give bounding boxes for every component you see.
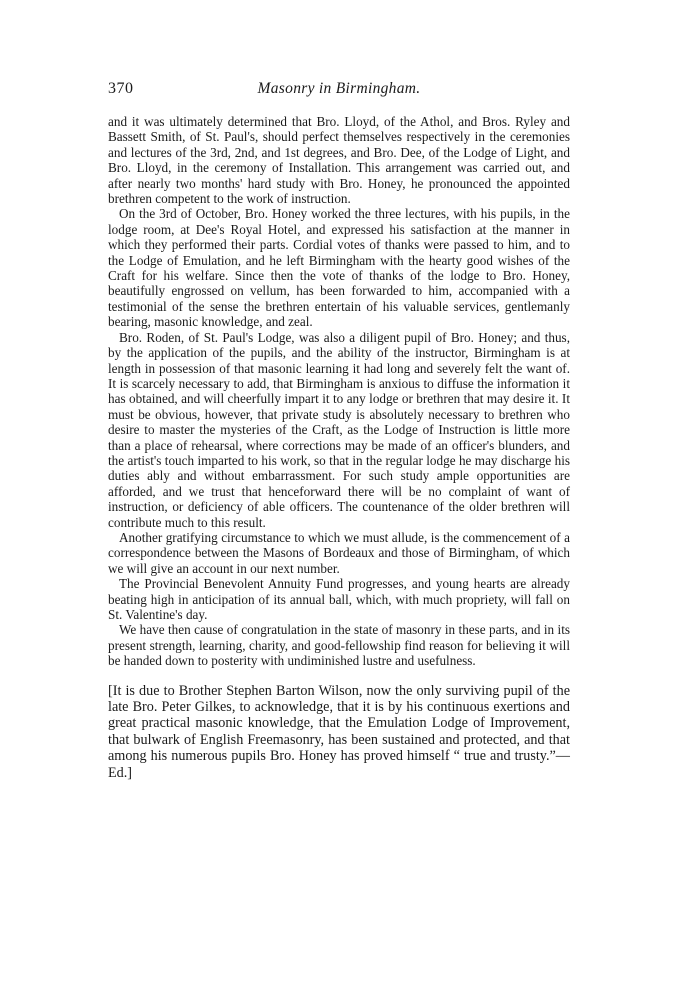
paragraph: On the 3rd of October, Bro. Honey worked the three lectures, with his pupils, in the lodge room, at Dee's Royal Hotel, and expressed his satisfaction at the manner in which they performed their parts. Cordial votes of thanks were passed to him, and to the Lodge of Emulation, and he left Birmingham with the hearty good wishes of the Craft for his welfare. Since then the vote of thanks of the lodge to Bro. Honey, beautifully engrossed on vellum, has been forwarded to him, accompanied with a testimonial of the sense the brethren entertain of his valuable services, gentlemanly bearing, masonic knowledge, and zeal.: [108, 206, 570, 330]
paragraph: Another gratifying circumstance to which we must allude, is the commencement of a correspondence between the Masons of Bordeaux and those of Birmingham, of which we will give an account in our next number.: [108, 529, 570, 576]
book-page: [108, 80, 570, 781]
paragraph: We have then cause of congratulation in the state of masonry in these parts, and in its present strength, learning, charity, and good-fellowship find reason for believing it will be handed down to posterity with undiminished lustre and usefulness.: [108, 622, 570, 669]
editor-note: [It is due to Brother Stephen Barton Wilson, now the only surviving pupil of the late Bro. Peter Gilkes, to acknowledge, that it is by his continuous exertions and great practical masonic knowledge, that the Emulation Lodge of Improvement, that bulwark of English Freemasonry, has been sustained and protected, and that among his numerous pupils Bro. Honey has proved himself “ true and trusty.”—Ed.]: [108, 682, 570, 781]
paragraph-continued: and it was ultimately determined that Bro. Lloyd, of the Athol, and Bros. Ryley and Bassett Smith, of St. Paul's, should perfect themselves respectively in the ceremonies and lectures of the 3rd, 2nd, and 1st degrees, and Bro. Dee, of the Lodge of Light, and Bro. Lloyd, in the ceremony of Installation. This arrangement was carried out, and after nearly two months' hard study with Bro. Honey, he pronounced the appointed brethren competent to the work of instruction.: [108, 114, 570, 207]
running-head: [108, 80, 570, 110]
page-number: 370: [108, 80, 134, 97]
paragraph: Bro. Roden, of St. Paul's Lodge, was also a diligent pupil of Bro. Honey; and thus, by the application of the pupils, and the ability of the instructor, Birmingham is at length in possession of that masonic learning it had long and severely felt the want of. It is scarcely necessary to add, that Birmingham is anxious to diffuse the information it has obtained, and will cheerfully impart it to any lodge or brethren that may desire it. It must be obvious, however, that private study is absolutely necessary to brethren who desire to master the mysteries of the Craft, as the Lodge of Instruction is little more than a place of rehearsal, where corrections may be made of an officer's blunders, and the artist's touch imparted to his work, so that in the regular lodge he may discharge his duties ably and without embarrassment. For such study ample opportunities are afforded, and we trust that henceforward there will be no complaint of want of instruction, or deficiency of able officers. The countenance of the older brethren will contribute much to this result.: [108, 329, 570, 530]
running-title: Masonry in Birmingham.: [257, 80, 421, 97]
paragraph: The Provincial Benevolent Annuity Fund progresses, and young hearts are already beating high in anticipation of its annual ball, which, with much propriety, will fall on St. Valentine's day.: [108, 576, 570, 622]
article-body: [108, 114, 570, 669]
